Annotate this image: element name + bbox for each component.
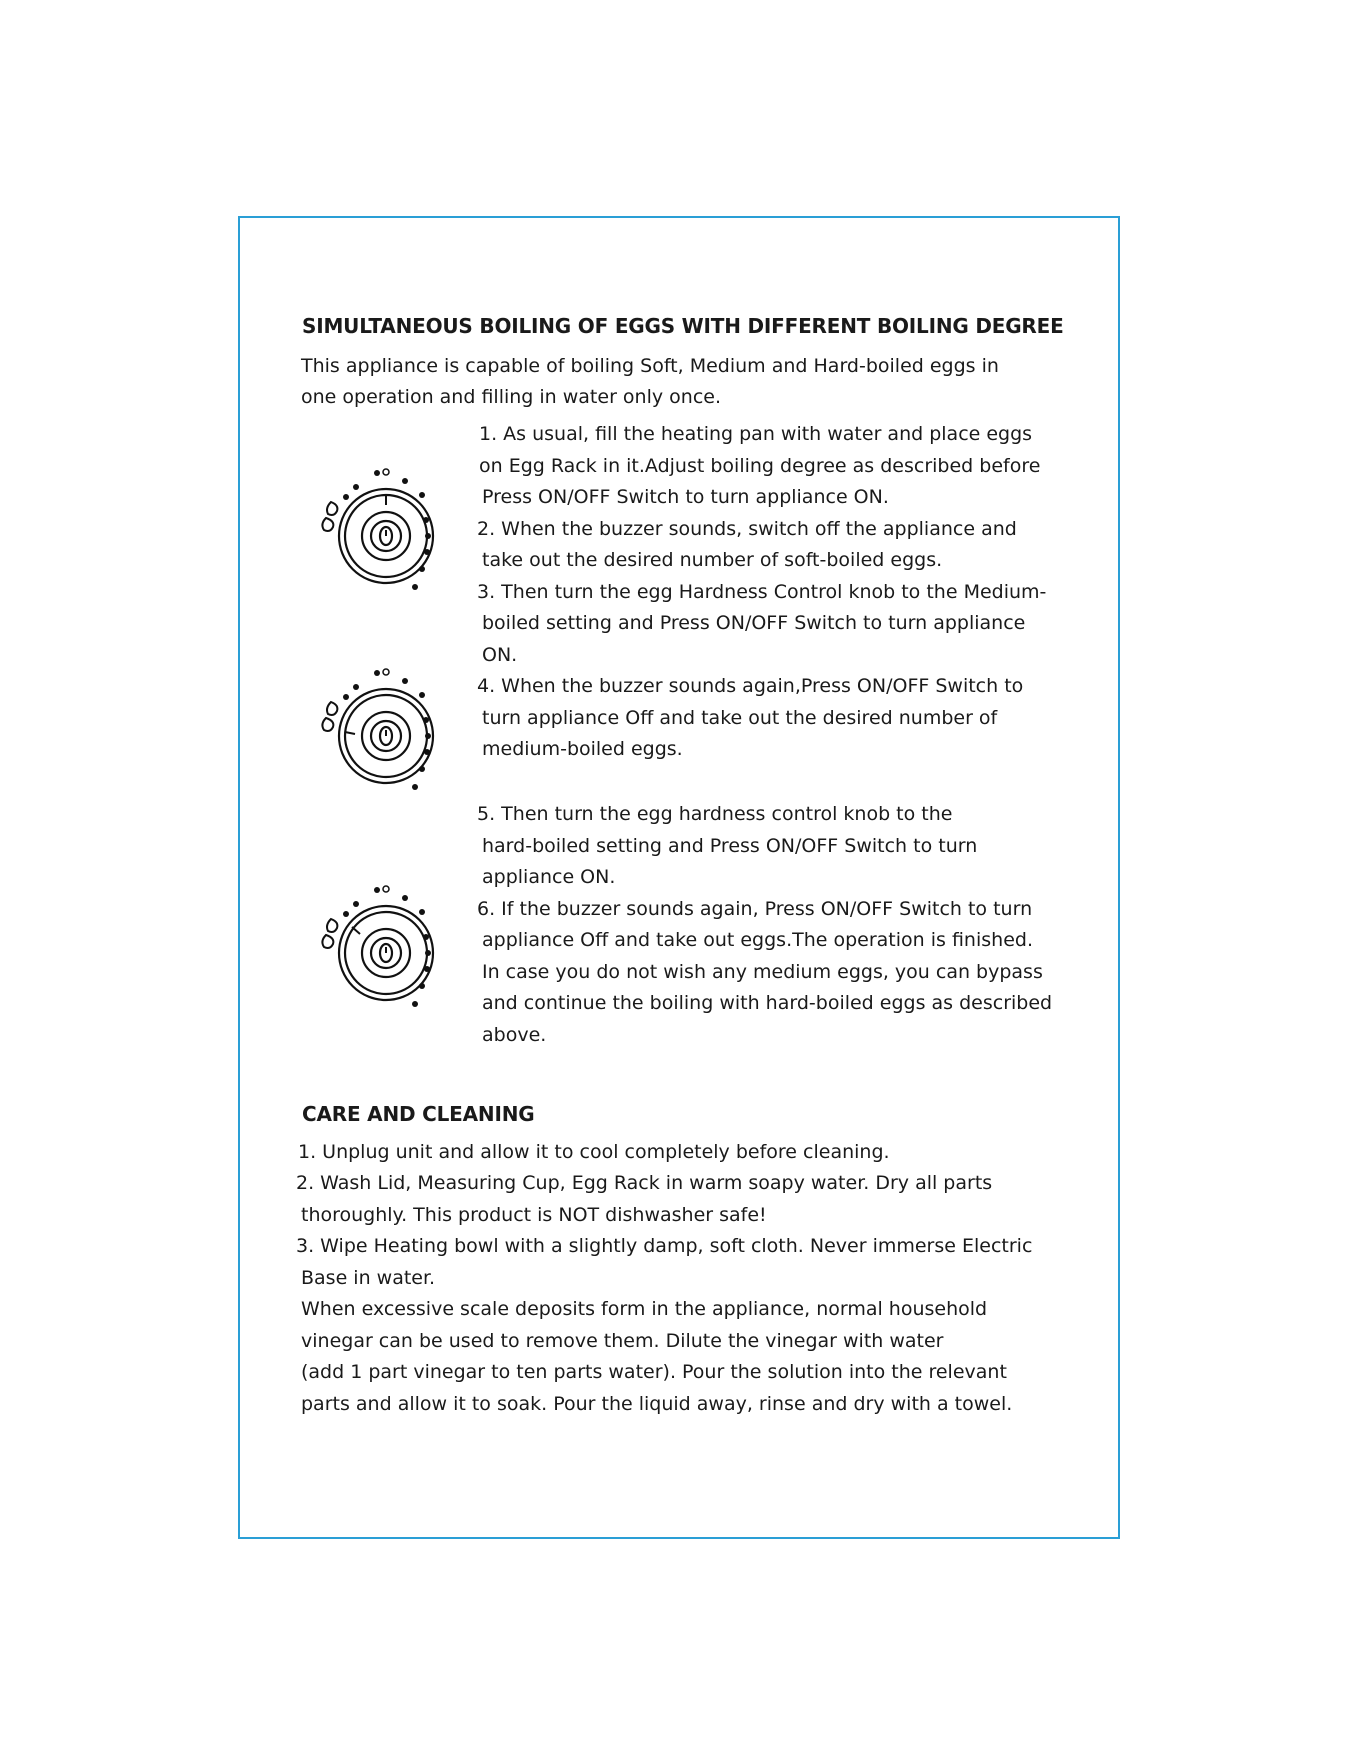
step-line: boiled setting and Press ON/OFF Switch to turn appliance [482,612,1026,634]
step-line: ON. [482,644,518,666]
care-line: 3. Wipe Heating bowl with a slightly damp, soft cloth. Never immerse Electric [296,1235,1033,1257]
step-line: 3. Then turn the egg Hardness Control knob to the Medium- [477,581,1047,603]
step-line: and continue the boiling with hard-boiled eggs as described [482,992,1053,1014]
intro-line: one operation and filling in water only once. [301,386,721,408]
care-line: 1. Unplug unit and allow it to cool completely before cleaning. [298,1141,890,1163]
care-line: thoroughly. This product is NOT dishwasher safe! [301,1204,767,1226]
step-line: 1. As usual, fill the heating pan with water and place eggs [479,423,1033,445]
step-line: 6. If the buzzer sounds again, Press ON/OFF Switch to turn [477,898,1033,920]
step-line: appliance ON. [482,866,616,888]
care-line: Base in water. [301,1267,436,1289]
section-heading-simultaneous-boiling: SIMULTANEOUS BOILING OF EGGS WITH DIFFERENT BOILING DEGREE [302,314,1064,338]
care-line: When excessive scale deposits form in the appliance, normal household [301,1298,988,1320]
knob-dial-hard-icon [312,877,460,1025]
bottom-strip [0,1748,1361,1761]
step-line: medium-boiled eggs. [482,738,683,760]
step-line: 4. When the buzzer sounds again,Press ON/OFF Switch to [477,675,1024,697]
step-line: above. [482,1024,547,1046]
step-line: appliance Off and take out eggs.The operation is finished. [482,929,1033,951]
care-line: 2. Wash Lid, Measuring Cup, Egg Rack in warm soapy water. Dry all parts [296,1172,993,1194]
step-line: In case you do not wish any medium eggs, you can bypass [482,961,1043,983]
step-line: take out the desired number of soft-boiled eggs. [482,549,943,571]
knob-dial-medium-icon [312,660,460,808]
step-line: 5. Then turn the egg hardness control knob to the [477,803,953,825]
care-line: vinegar can be used to remove them. Dilute the vinegar with water [301,1330,944,1352]
step-line: on Egg Rack in it.Adjust boiling degree as described before [479,455,1041,477]
care-line: (add 1 part vinegar to ten parts water). Pour the solution into the relevant [301,1361,1007,1383]
care-line: parts and allow it to soak. Pour the liquid away, rinse and dry with a towel. [301,1393,1013,1415]
step-line: hard-boiled setting and Press ON/OFF Switch to turn [482,835,978,857]
step-line: Press ON/OFF Switch to turn appliance ON. [482,486,889,508]
step-line: turn appliance Off and take out the desired number of [482,707,998,729]
step-line: 2. When the buzzer sounds, switch off the appliance and [477,518,1017,540]
section-heading-care-and-cleaning: CARE AND CLEANING [302,1102,535,1126]
intro-line: This appliance is capable of boiling Soft, Medium and Hard-boiled eggs in [301,355,999,377]
knob-dial-soft-icon [312,460,460,608]
